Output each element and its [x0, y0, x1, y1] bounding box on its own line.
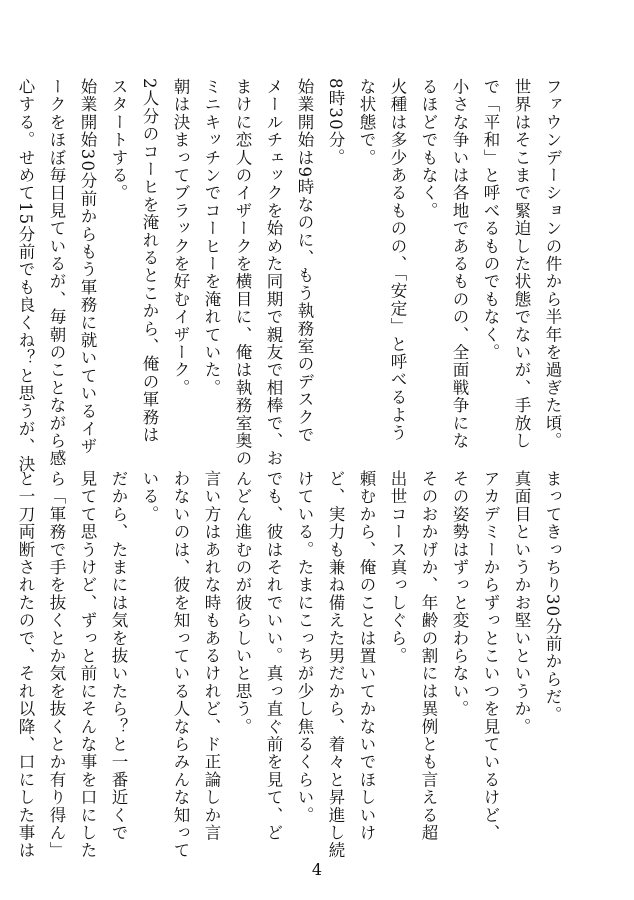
text-line: ミニキッチンでコーヒーを淹れていた。: [202, 78, 221, 397]
text-line: 小さな争いは各地であるものの、全面戦争にな: [450, 78, 469, 450]
text-line: 頼むから、俺のことは置いてかないでほしいけ: [357, 470, 376, 842]
text-line: 火種は多少あるものの、「安定」と呼べるよう: [388, 78, 407, 442]
text-line: でも、彼はそれでいい。真っ直ぐ前を見て、ど: [264, 470, 283, 842]
text-line: その姿勢はずっと変わらない。: [450, 470, 469, 718]
text-line: で「平和」と呼べるものでもなく。: [481, 78, 500, 362]
text-line: 世界はそこまで緊迫した状態でないが、手放し: [512, 78, 531, 450]
text-line: 2人分のコーヒを淹れるとこから、俺の軍務は: [140, 78, 159, 444]
text-line: まってきっちり30分前からだ。: [543, 470, 562, 724]
text-line: スタートする。: [109, 78, 128, 202]
text-line: 出世コース真っしぐら。: [388, 470, 407, 665]
text-line: ファウンデーションの件から半年を過ぎた頃。: [543, 78, 562, 450]
text-line: 始業開始は9時なのに、もう執務室のデスクで: [295, 78, 314, 444]
text-line: 言い方はあれな時もあるけれど、ド正論しか言: [202, 470, 221, 842]
text-line: アカデミーからずっとこいつを見ているけど、: [481, 470, 500, 842]
text-line: まけに恋人のイザークを横目に、俺は執務室奥の: [233, 78, 252, 468]
text-line: けている。たまにこっちが少し焦るくらい。: [295, 470, 314, 824]
text-line: わないのは、彼を知っている人ならみんな知って: [171, 470, 190, 860]
text-line: そのおかげか、年齢の割には異例とも言える超: [419, 470, 438, 842]
text-line: と一刀両断されたので、それ以降、口にした事は: [16, 470, 35, 860]
text-line: ど、実力も兼ね備えた男だから、着々と昇進し続: [326, 470, 345, 860]
text-line: だから、たまには気を抜いたら？と一番近くで: [109, 470, 128, 842]
text-line: んどん進むのが彼らしいと思う。: [233, 470, 252, 736]
text-line: 朝は決まってブラックを好むイザーク。: [171, 78, 190, 397]
text-block-top: [16, 78, 568, 474]
text-line: いる。: [140, 470, 159, 524]
text-line: るほどでもなく。: [419, 78, 438, 220]
text-block-bottom: [16, 470, 568, 860]
text-line: 8時30分。: [326, 78, 345, 167]
text-line: メールチェックを始めた同期で親友で相棒で、お: [264, 78, 283, 468]
text-line: 始業開始30分前からもう軍務に就いているイザ: [78, 78, 97, 456]
page-number: 4: [311, 860, 323, 879]
text-line: 真面目というかお堅いというか。: [512, 470, 531, 736]
text-line: ークをほぼ毎日見ているが、毎朝のことながら感: [47, 78, 66, 468]
text-line: 見てて思うけど、ずっと前にそんな事を口にした: [78, 470, 97, 860]
text-line: ら「軍務で手を抜くとか気を抜くとか有り得ん」: [47, 470, 66, 860]
text-line: な状態で。: [357, 78, 376, 167]
text-line: 心する。せめて15分前でも良くね？と思うが、決: [16, 78, 35, 474]
